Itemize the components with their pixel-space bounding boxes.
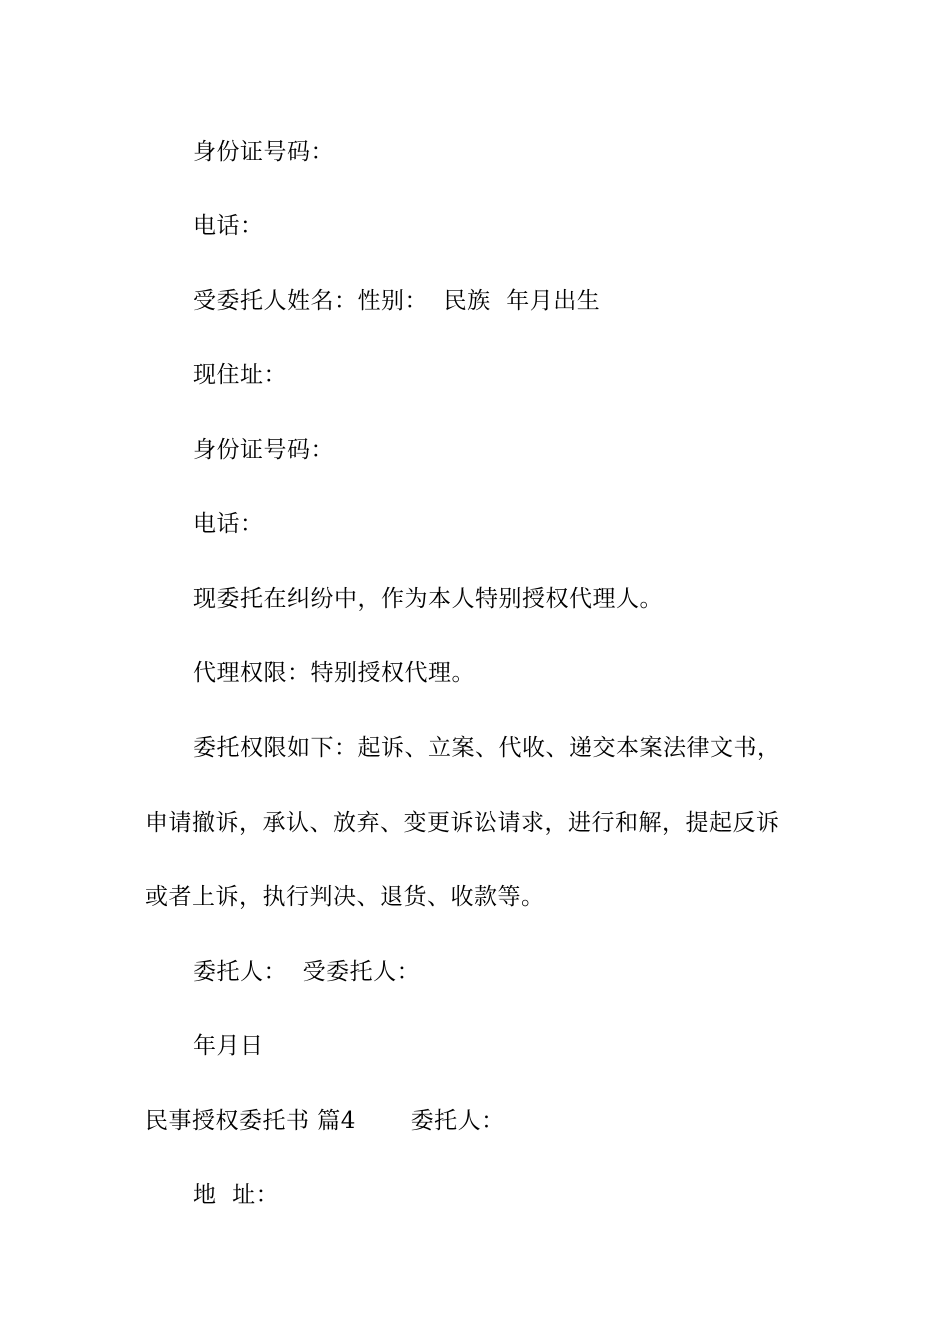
delegation-statement: 现委托在纠纷中，作为本人特别授权代理人。 bbox=[193, 586, 663, 612]
phone-label-1: 电话： bbox=[193, 213, 264, 239]
section-heading: 民事授权委托书 篇4 委托人： bbox=[145, 1108, 505, 1134]
id-number-label-1: 身份证号码： bbox=[193, 139, 334, 165]
authority-paragraph-line-3: 或者上诉，执行判决、退货、收款等。 bbox=[145, 884, 545, 910]
phone-label-2: 电话： bbox=[193, 511, 264, 537]
authority-paragraph-line-1: 委托权限如下：起诉、立案、代收、递交本案法律文书， bbox=[193, 735, 781, 761]
id-number-label-2: 身份证号码： bbox=[193, 437, 334, 463]
agency-scope: 代理权限：特别授权代理。 bbox=[193, 660, 475, 686]
date-label: 年月日 bbox=[193, 1033, 264, 1059]
signature-labels: 委托人： 受委托人： bbox=[193, 959, 421, 985]
agent-info-line: 受委托人姓名：性别： 民族 年月出生 bbox=[193, 288, 601, 314]
address-field-label: 地 址： bbox=[193, 1182, 280, 1208]
address-label: 现住址： bbox=[193, 362, 287, 388]
authority-paragraph-line-2: 申请撤诉，承认、放弃、变更诉讼请求，进行和解，提起反诉 bbox=[145, 810, 780, 836]
